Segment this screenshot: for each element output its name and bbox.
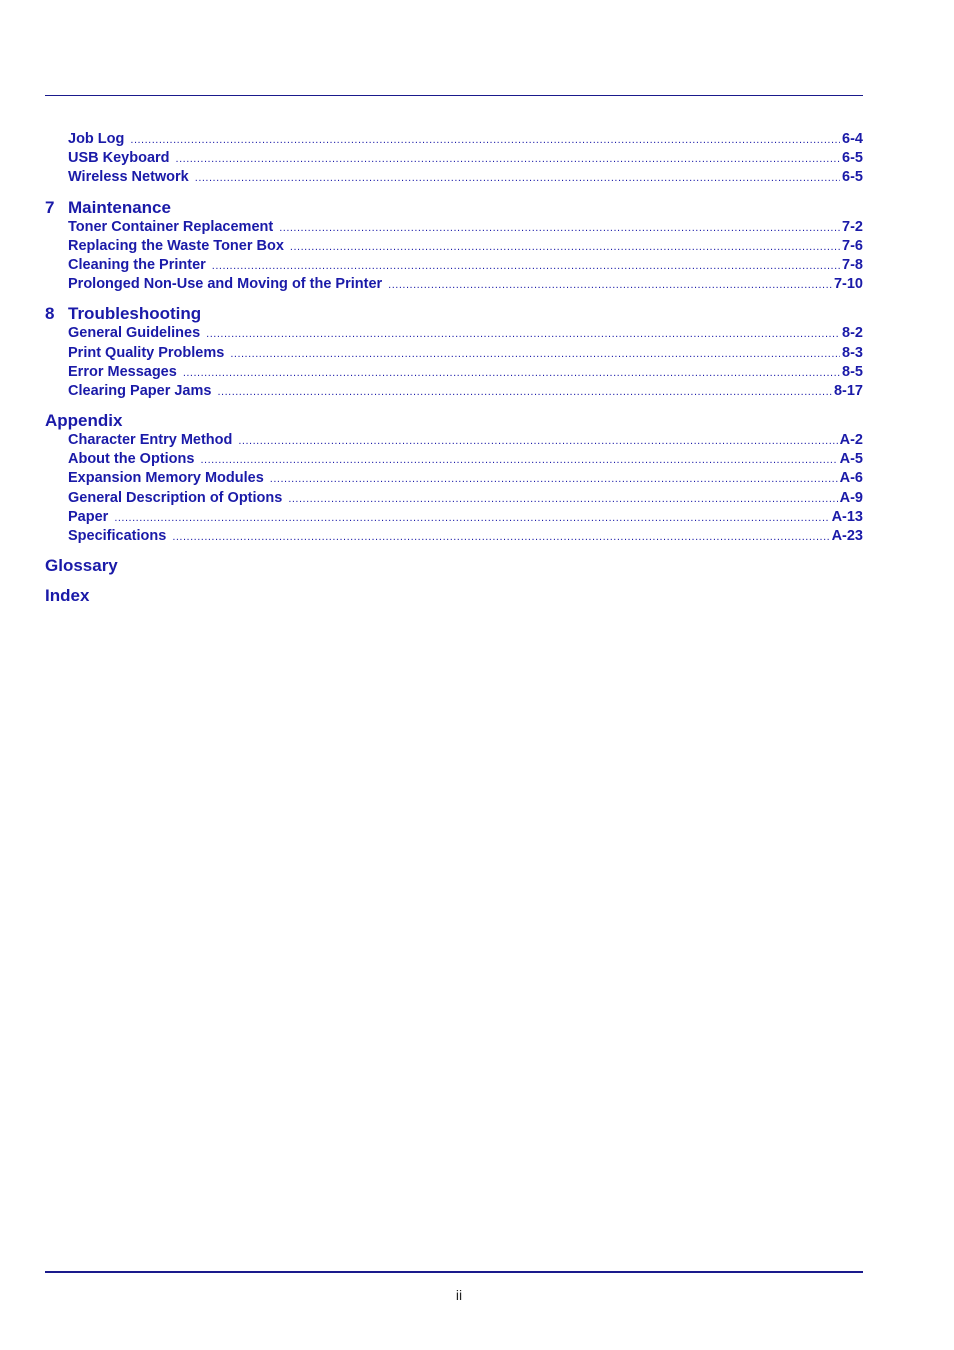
toc-entry[interactable] bbox=[68, 344, 863, 363]
toc-entry-label: Job Log bbox=[68, 131, 125, 147]
toc-entry-label: Print Quality Problems bbox=[68, 344, 225, 361]
toc-entry-page: 6-4 bbox=[842, 131, 863, 147]
dot-leader bbox=[206, 325, 840, 343]
dot-leader bbox=[200, 451, 837, 469]
section-title: Troubleshooting bbox=[68, 304, 202, 324]
dot-leader bbox=[217, 383, 832, 401]
toc-entry[interactable] bbox=[68, 237, 863, 256]
toc-entry-label: Paper bbox=[68, 508, 109, 525]
toc-entry-label: Clearing Paper Jams bbox=[68, 382, 212, 399]
dot-leader bbox=[212, 257, 840, 275]
toc-entry[interactable] bbox=[68, 218, 863, 237]
toc-entry-page: A-6 bbox=[839, 470, 863, 487]
footer-rule bbox=[45, 1271, 863, 1273]
toc-section-maintenance bbox=[45, 198, 863, 295]
toc-entry-page: 8-17 bbox=[833, 382, 863, 399]
dot-leader bbox=[114, 509, 829, 527]
toc-entry-page: 7-2 bbox=[842, 218, 863, 235]
dot-leader bbox=[176, 150, 841, 168]
toc-entry[interactable] bbox=[68, 168, 863, 187]
toc-entry-page: 8-5 bbox=[842, 363, 863, 380]
section-number: 8 bbox=[45, 304, 55, 324]
section-number: 7 bbox=[45, 197, 55, 217]
header-rule bbox=[45, 95, 863, 96]
section-title: Glossary bbox=[45, 556, 118, 576]
toc-entry-label: Specifications bbox=[68, 528, 167, 544]
toc-entry[interactable] bbox=[68, 469, 863, 488]
toc-entry-label: Expansion Memory Modules bbox=[68, 470, 264, 487]
toc-entry-page: A-9 bbox=[839, 489, 863, 506]
dot-leader bbox=[130, 131, 840, 149]
dot-leader bbox=[183, 364, 840, 382]
dot-leader bbox=[172, 528, 829, 546]
dot-leader bbox=[290, 238, 840, 256]
toc-entry-page: 7-8 bbox=[842, 256, 863, 273]
toc-entry-page: 8-3 bbox=[842, 344, 863, 361]
toc-section-appendix bbox=[45, 411, 863, 546]
toc-entry[interactable] bbox=[68, 527, 863, 546]
dot-leader bbox=[270, 470, 838, 488]
toc-entry-label: General Guidelines bbox=[68, 325, 201, 342]
toc-continued-entries bbox=[45, 130, 863, 188]
toc-entry[interactable] bbox=[68, 324, 863, 343]
toc-entry-label: Wireless Network bbox=[68, 169, 189, 186]
toc-entry-page: 6-5 bbox=[842, 169, 863, 186]
section-title: Maintenance bbox=[68, 197, 171, 217]
toc-entry-page: 7-10 bbox=[833, 276, 863, 293]
dot-leader bbox=[230, 345, 840, 363]
toc-section-heading[interactable] bbox=[45, 411, 863, 431]
toc-entry-label: USB Keyboard bbox=[68, 150, 170, 167]
page-number: ii bbox=[455, 1287, 463, 1303]
dot-leader bbox=[279, 219, 840, 237]
toc-section-heading[interactable] bbox=[45, 586, 863, 606]
toc-entry-label: Character Entry Method bbox=[68, 432, 233, 449]
toc-entry-page: A-23 bbox=[831, 528, 863, 544]
toc-entry-label: Toner Container Replacement bbox=[68, 218, 274, 235]
dot-leader bbox=[388, 276, 832, 294]
toc-entry[interactable] bbox=[68, 382, 863, 401]
toc-entry-label: General Description of Options bbox=[68, 489, 283, 506]
toc-entry-page: 8-2 bbox=[842, 325, 863, 342]
toc-entry[interactable] bbox=[68, 489, 863, 508]
toc-entry-label: Replacing the Waste Toner Box bbox=[68, 237, 284, 254]
toc-section-heading[interactable] bbox=[45, 304, 863, 324]
toc-entry[interactable] bbox=[68, 450, 863, 469]
toc-section-troubleshooting bbox=[45, 304, 863, 401]
toc-section-heading[interactable] bbox=[45, 556, 863, 576]
toc-entry[interactable] bbox=[68, 130, 863, 149]
toc-entry[interactable] bbox=[68, 149, 863, 168]
dot-leader bbox=[238, 432, 837, 450]
toc-section-glossary bbox=[45, 556, 863, 576]
toc-entry-page: A-5 bbox=[839, 451, 863, 468]
toc-entry-page: A-13 bbox=[831, 508, 863, 525]
toc-section-heading[interactable] bbox=[45, 198, 863, 218]
toc-entry-page: A-2 bbox=[839, 432, 863, 449]
toc-entry[interactable] bbox=[68, 431, 863, 450]
section-title: Index bbox=[45, 586, 90, 606]
toc-entry-label: Cleaning the Printer bbox=[68, 256, 206, 273]
toc-entry[interactable] bbox=[68, 508, 863, 527]
toc-section-index bbox=[45, 586, 863, 606]
dot-leader bbox=[288, 490, 837, 508]
toc-entry[interactable] bbox=[68, 363, 863, 382]
toc-entry-page: 6-5 bbox=[842, 150, 863, 167]
toc-entry[interactable] bbox=[68, 275, 863, 294]
table-of-contents bbox=[45, 130, 863, 606]
toc-entry-label: About the Options bbox=[68, 451, 195, 468]
toc-entry-label: Prolonged Non-Use and Moving of the Printer bbox=[68, 276, 383, 293]
section-title: Appendix bbox=[45, 411, 123, 431]
toc-entry-page: 7-6 bbox=[842, 237, 863, 254]
toc-entry[interactable] bbox=[68, 256, 863, 275]
dot-leader bbox=[195, 169, 840, 187]
toc-entry-label: Error Messages bbox=[68, 363, 177, 380]
